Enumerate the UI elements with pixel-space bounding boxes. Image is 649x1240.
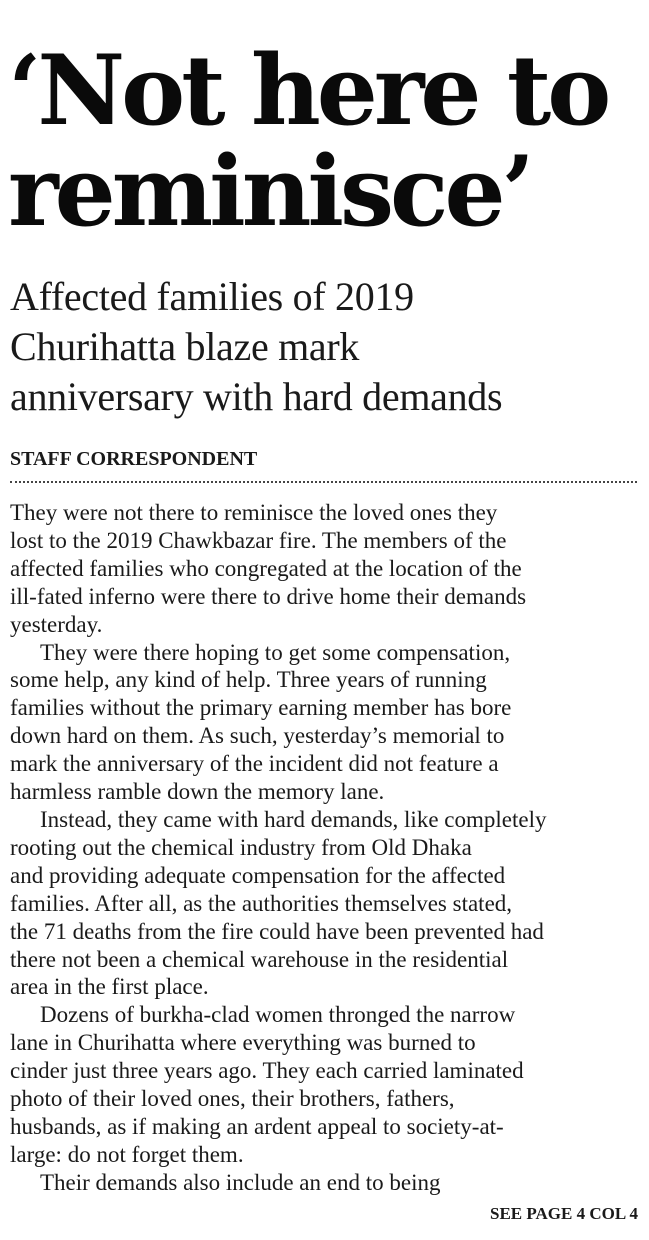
body-text-line: Their demands also include an end to being bbox=[40, 1169, 441, 1195]
subheadline bbox=[10, 272, 640, 422]
body-text-line: lane in Churihatta where everything was burned to bbox=[10, 1030, 476, 1056]
body-text-line: affected families who congregated at the location of the bbox=[10, 555, 522, 581]
article-body bbox=[10, 499, 640, 1197]
headline-line: ‘Not here to bbox=[8, 34, 608, 147]
body-text-line: husbands, as if making an ardent appeal to society-at- bbox=[10, 1113, 504, 1139]
subheadline-line: Affected families of 2019 bbox=[10, 274, 414, 319]
body-text-line: families without the primary earning member has bore bbox=[10, 695, 512, 721]
headline-line: reminisce’ bbox=[8, 135, 531, 248]
headline bbox=[8, 34, 648, 248]
byline: STAFF CORRESPONDENT bbox=[10, 448, 258, 470]
body-text-line: Instead, they came with hard demands, like completely bbox=[40, 806, 547, 832]
body-text-line: cinder just three years ago. They each carried laminated bbox=[10, 1058, 524, 1084]
continuation-reference: SEE PAGE 4 COL 4 bbox=[490, 1204, 638, 1223]
subheadline-line: anniversary with hard demands bbox=[10, 374, 503, 419]
body-text-line: yesterday. bbox=[10, 611, 103, 637]
dotted-divider bbox=[10, 481, 637, 483]
body-text-line: photo of their loved ones, their brothers, fathers, bbox=[10, 1086, 455, 1112]
body-text-line: ill-fated inferno were there to drive home their demands bbox=[10, 583, 527, 609]
body-text-line: area in the first place. bbox=[10, 974, 209, 1000]
body-text-line: there not been a chemical warehouse in the residential bbox=[10, 946, 509, 972]
body-text-line: and providing adequate compensation for the affected bbox=[10, 862, 506, 888]
body-text-line: the 71 deaths from the fire could have been prevented had bbox=[10, 918, 544, 944]
body-text-line: rooting out the chemical industry from Old Dhaka bbox=[10, 834, 472, 860]
body-text-line: large: do not forget them. bbox=[10, 1141, 244, 1167]
subheadline-line: Churihatta blaze mark bbox=[10, 324, 360, 369]
body-text-line: Dozens of burkha-clad women thronged the narrow bbox=[40, 1002, 516, 1028]
body-text-line: harmless ramble down the memory lane. bbox=[10, 779, 385, 805]
body-text-line: down hard on them. As such, yesterday’s memorial to bbox=[10, 723, 505, 749]
body-text-line: mark the anniversary of the incident did not feature a bbox=[10, 751, 499, 777]
body-text-line: some help, any kind of help. Three years of running bbox=[10, 667, 487, 693]
body-text-line: They were not there to reminisce the loved ones they bbox=[10, 500, 498, 525]
body-text-line: families. After all, as the authorities themselves stated, bbox=[10, 890, 513, 916]
body-text-line: lost to the 2019 Chawkbazar fire. The members of the bbox=[10, 527, 507, 553]
body-text-line: They were there hoping to get some compensation, bbox=[40, 639, 511, 665]
